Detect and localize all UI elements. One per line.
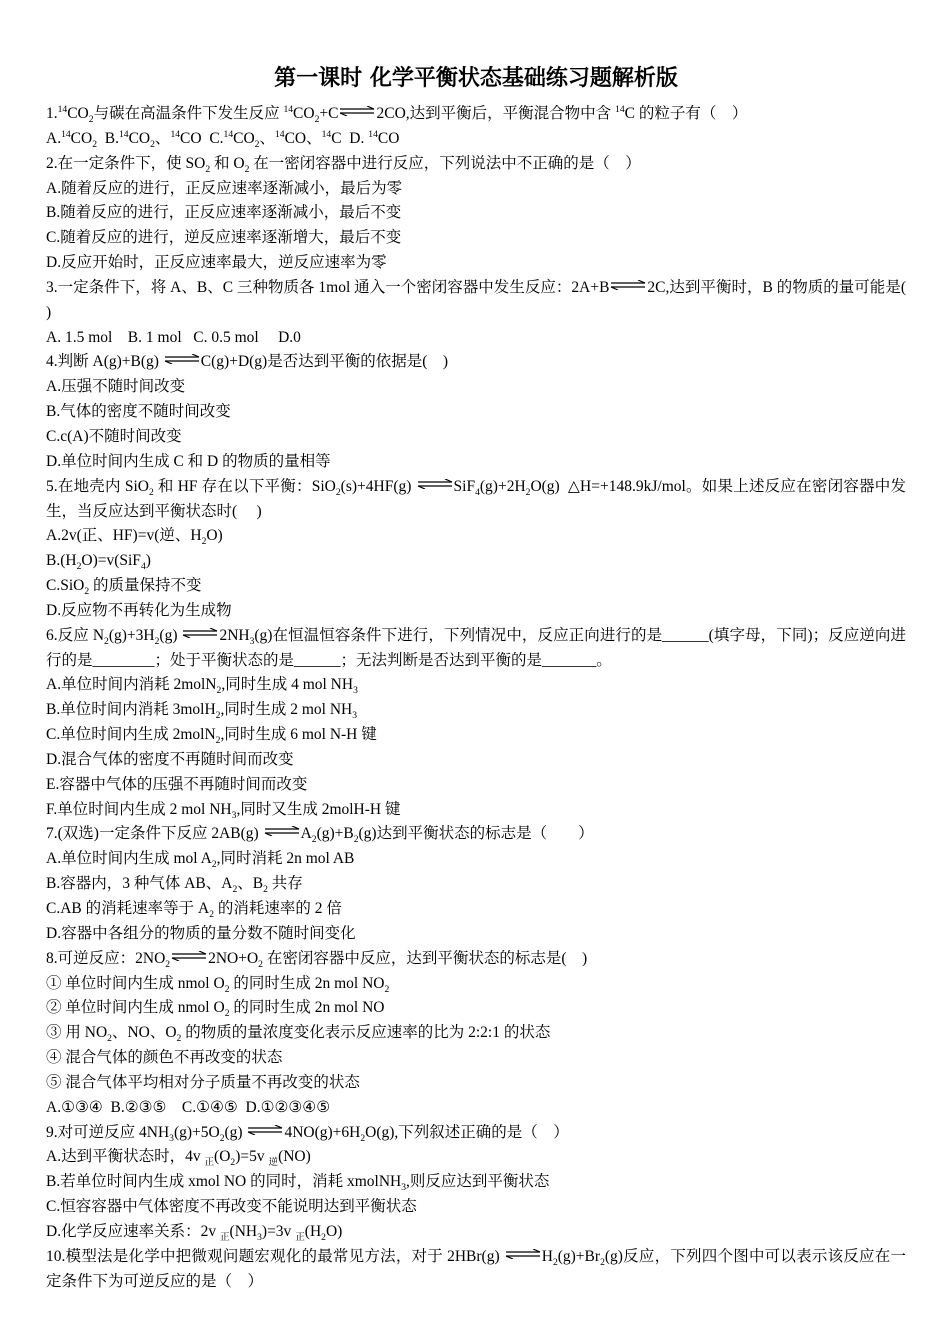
text-line: ① 单位时间内生成 nmol $O_2$ 的同时生成 2n mol $NO_2$ xyxy=(46,974,390,995)
text-line: 10.模型法是化学中把微观问题宏观化的最常见方法，对于 2HBr(g) $H_2(g)+Br_2(g)$反应，下列四个图中可以表示该反应在一定条件下为可逆反应的是（ ） xyxy=(46,1247,906,1290)
text-line: B.若单位时间内生成 xmol NO 的同时，消耗 xmolNH$_3$,则反应达到平衡状态 xyxy=(46,1173,550,1194)
text-line: C.c(A)不随时间改变 xyxy=(46,427,182,445)
text-line: C.单位时间内生成 2molN$_2$,同时生成 6 mol N-H 键 xyxy=(46,726,377,747)
text-line: A.随着反应的进行，正反应速率逐渐减小，最后为零 xyxy=(46,179,403,197)
text-line: A.单位时间内消耗 2molN$_2$,同时生成 4 mol $NH_3$ xyxy=(46,676,358,697)
text-line: C.SiO$_2$ 的质量保持不变 xyxy=(46,577,202,598)
text-line: 5.在地壳内 SiO$_2$ 和 HF 存在以下平衡：SiO$_2$(s)+4HF(g) $SiF_4(g)+2H_2O(g)$ △H=+148.9kJ/mol。如果上述反应在密闭容器中发生，当反应达到平衡状态时( ) xyxy=(46,477,907,520)
text-line: D.反应开始时，正反应速率最大，逆反应速率为零 xyxy=(46,254,387,272)
text-line: C.AB 的消耗速率等于 $A_2$ 的消耗速率的 2 倍 xyxy=(46,900,342,921)
equilibrium-arrow-icon xyxy=(339,106,375,116)
equilibrium-arrow-icon xyxy=(610,280,646,290)
equilibrium-arrow-icon xyxy=(505,1249,541,1259)
page-title: 第一课时 化学平衡状态基础练习题解析版 xyxy=(274,66,678,91)
text-line: B.随着反应的进行，正反应速率逐渐减小，最后不变 xyxy=(46,204,402,222)
text-line: A.①③④ B.②③⑤ C.①④⑤ D.①②③④⑤ xyxy=(46,1098,331,1116)
text-line: ④ 混合气体的颜色不再改变的状态 xyxy=(46,1049,283,1067)
text-line: D.容器中各组分的物质的量分数不随时间变化 xyxy=(46,924,356,942)
text-line: D.化学反应速率关系：2v $_正(NH_3)=3v$ $_正(H_2O)$ xyxy=(46,1222,343,1244)
text-line: C.随着反应的进行，逆反应速率逐渐增大，最后不变 xyxy=(46,229,402,247)
text-line: 4.判断 A(g)+B(g) C(g)+D(g)是否达到平衡的依据是( ) xyxy=(46,353,449,371)
text-line: $1.14CO_2$与碳在高温条件下发生反应 $^{14}CO_2+C$ 2CO,达到平衡后，平衡混合物中含 $^{14}$C 的粒子有（ ） xyxy=(46,103,748,126)
text-line: F.单位时间内生成 2 mol $NH_3$,同时又生成 2molH-H 键 xyxy=(46,800,401,821)
text-line: 9.对可逆反应 $4NH_3(g)+5O_2(g)$ $4NO(g)+6H_2O(g)$,下列叙述正确的是（ ） xyxy=(46,1123,569,1144)
text-line: B.单位时间内消耗 3molH$_2$,同时生成 2 mol $NH_3$ xyxy=(46,701,358,722)
text-line: A.达到平衡状态时，4v $_正(O_2)=5v$ $_逆$(NO) xyxy=(46,1148,311,1169)
text-line: 6.反应 $N_2(g)+3H_2(g)$ $2NH_3(g)$在恒温恒容条件下进行，下列情况中，反应正向进行的是______(填字母，下同)；反应逆向进行的是________；处于平衡状态的是______；无法判断是否达到平衡的是_______。 xyxy=(46,626,907,669)
text-line: A. 1.5 mol B. 1 mol C. 0.5 mol D.0 xyxy=(46,328,301,346)
text-line: 3.一定条件下，将 A、B、C 三种物质各 1mol 通入一个密闭容器中发生反应：2A+B 2C,达到平衡时，B 的物质的量可能是( ) xyxy=(46,278,926,321)
question-list xyxy=(46,102,926,1295)
text-line: A.2v(正、HF)=v(逆、$H_2O$) xyxy=(46,527,223,548)
equilibrium-arrow-icon xyxy=(264,826,300,836)
text-line: C.恒容容器中气体密度不再改变不能说明达到平衡状态 xyxy=(46,1198,417,1216)
text-line: B.容器内，3 种气体 AB、$A_2$、$B_2$ 共存 xyxy=(46,875,303,896)
text-line: ③ 用 $NO_2$、NO、$O_2$ 的物质的量浓度变化表示反应速率的比为 2:2:1 的状态 xyxy=(46,1024,551,1045)
text-line: E.容器中气体的压强不再随时间而改变 xyxy=(46,775,308,793)
equilibrium-arrow-icon xyxy=(171,951,207,961)
equilibrium-arrow-icon xyxy=(417,479,453,489)
worksheet xyxy=(46,62,926,1295)
text-line: D.单位时间内生成 C 和 D 的物质的量相等 xyxy=(46,452,331,470)
text-line: ⑤ 混合气体平均相对分子质量不再改变的状态 xyxy=(46,1073,360,1091)
equilibrium-arrow-icon xyxy=(182,628,218,638)
text-line: $B.(H_2O)=v(SiF_4)$ xyxy=(46,552,151,573)
equilibrium-arrow-icon xyxy=(247,1125,283,1135)
text-line: $A.^{14}CO_2$ $B.^{14}CO_2$、$^{14}$CO $C.^{14}CO_2$、$^{14}$CO、$^{14}$C D. $^{14}$CO xyxy=(46,128,400,150)
text-line: A.压强不随时间改变 xyxy=(46,378,186,396)
text-line: 8.可逆反应：$2NO_2$ $2NO+O_2$ 在密闭容器中反应，达到平衡状态的标志是( ) xyxy=(46,949,588,970)
text-line: A.单位时间内生成 mol $A_2$,同时消耗 2n mol AB xyxy=(46,850,355,871)
text-line: D.反应物不再转化为生成物 xyxy=(46,601,232,619)
text-line: 7.(双选)一定条件下反应 2AB(g) $A_2(g)+B_2(g)$达到平衡状态的标志是（ ） xyxy=(46,825,594,846)
text-line: B.气体的密度不随时间改变 xyxy=(46,403,231,421)
text-line: D.混合气体的密度不再随时间而改变 xyxy=(46,750,294,768)
text-line: ② 单位时间内生成 nmol $O_2$ 的同时生成 2n mol NO xyxy=(46,999,385,1020)
text-line: 2.在一定条件下，使 $SO_2$ 和 $O_2$ 在一密闭容器中进行反应，下列说法中不正确的是（ ） xyxy=(46,154,641,175)
equilibrium-arrow-icon xyxy=(164,354,200,364)
